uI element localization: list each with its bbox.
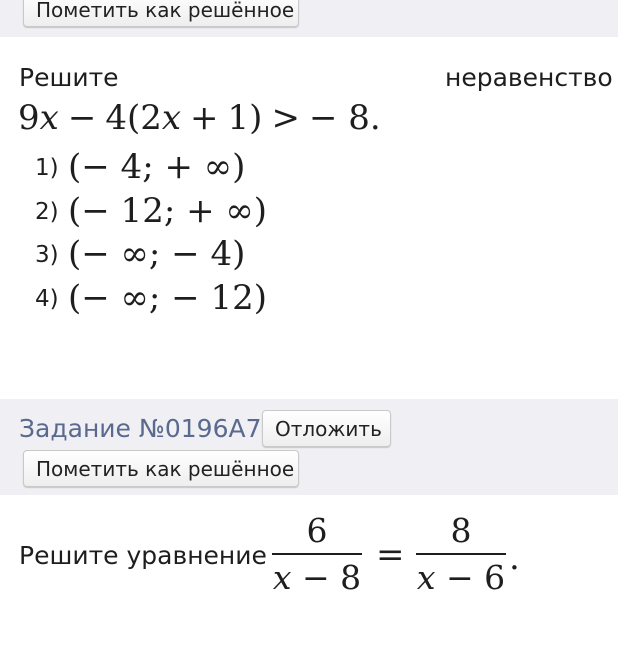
fraction-bar bbox=[416, 553, 506, 555]
option-number: 4) bbox=[35, 286, 59, 312]
answer-option: (− ∞; − 12) bbox=[68, 278, 267, 318]
mark-solved-button-top[interactable]: Пометить как решённое bbox=[23, 0, 299, 27]
equation-prompt: Решите уравнение bbox=[19, 541, 267, 570]
answer-option: (− ∞; − 4) bbox=[68, 234, 246, 274]
left-fraction-denominator: x − 8 bbox=[272, 558, 362, 597]
answer-option: (− 12; + ∞) bbox=[68, 191, 267, 231]
fraction-bar bbox=[272, 553, 362, 555]
option-number: 1) bbox=[35, 155, 59, 181]
option-number: 2) bbox=[35, 199, 59, 225]
mark-solved-button[interactable]: Пометить как решённое bbox=[23, 450, 299, 487]
task-title: Задание №0196A7 bbox=[19, 414, 262, 443]
equation-period: . bbox=[509, 538, 520, 578]
answer-option: (− 4; + ∞) bbox=[68, 147, 246, 187]
equals-sign: = bbox=[376, 535, 405, 575]
right-fraction-denominator: x − 6 bbox=[416, 558, 506, 597]
option-number: 3) bbox=[35, 242, 59, 268]
left-fraction bbox=[272, 511, 362, 599]
inequality-expression: 9x − 4(2x + 1) > − 8. bbox=[18, 98, 381, 138]
left-fraction-numerator: 6 bbox=[306, 511, 328, 550]
right-fraction bbox=[416, 511, 506, 599]
problem-solve-word: Решите bbox=[19, 63, 119, 92]
postpone-button[interactable]: Отложить bbox=[262, 410, 391, 447]
problem-inequality-word: неравенство bbox=[445, 63, 613, 92]
right-fraction-numerator: 8 bbox=[450, 511, 472, 550]
